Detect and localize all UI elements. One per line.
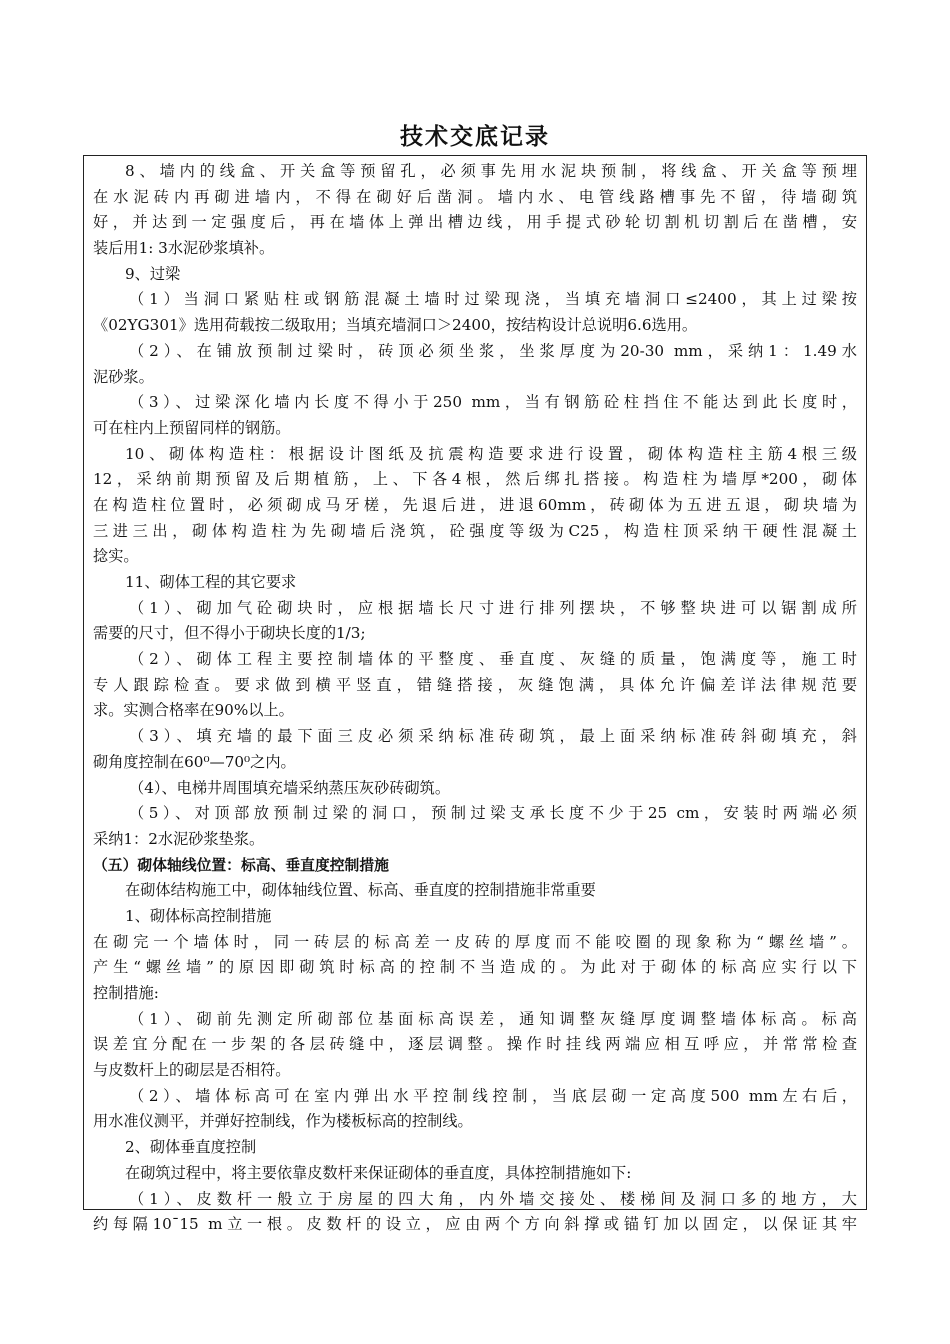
body-text-line: （5）、对顶部放预制过梁的洞口，预制过梁支承长度不少于25 cm，安装时两端必须	[129, 804, 857, 823]
body-text-line: （3）、填充墙的最下面三皮必须采纳标准砖砌筑，最上面采纳标准砖斜砌填充，斜	[129, 727, 857, 746]
body-text-line: 需要的尺寸，但不得小于砌块长度的1/3;	[93, 624, 366, 643]
body-text-line: 砌角度控制在60⁰—70⁰之内。	[93, 752, 296, 771]
body-text-line: 11、砌体工程的其它要求	[125, 573, 297, 591]
body-text-line: 装后用1: 3水泥砂浆填补。	[93, 239, 275, 258]
body-text-line: 在砌筑过程中，将主要依靠皮数杆来保证砌体的垂直度，具体控制措施如下:	[125, 1163, 632, 1182]
body-text-line: 控制措施:	[93, 984, 159, 1002]
body-text-line: 在砌完一个墙体时，同一砖层的标高差一皮砖的厚度而不能咬圈的现象称为“螺丝墙”。	[93, 932, 857, 951]
section-heading: （五）砌体轴线位置：标高、垂直度控制措施	[93, 856, 389, 874]
body-text-line: （1）、皮数杆一般立于房屋的四大角，内外墙交接处、楼梯间及洞口多的地方，大	[129, 1189, 857, 1208]
body-text-line: （4）、电梯井周围填充墙采纳蒸压灰砂砖砌筑。	[129, 778, 451, 797]
body-text-line: （1）当洞口紧贴柱或钢筋混凝土墙时过梁现浇，当填充墙洞口≤2400，其上过梁按	[129, 290, 857, 309]
body-text-line: 在砌体结构施工中，砌体轴线位置、标高、垂直度的控制措施非常重要	[125, 881, 596, 900]
body-text-line: （2）、墙体标高可在室内弹出水平控制线控制，当底层砌一定高度500 mm左右后，	[129, 1086, 857, 1105]
record-body	[93, 159, 857, 1238]
body-text-line: 在构造柱位置时，必须砌成马牙槎，先退后进，进退60mm，砖砌体为五进五退，砌块墙为	[93, 495, 857, 514]
body-text-line: 三进三出，砌体构造柱为先砌墙后浇筑，砼强度等级为C25，构造柱顶采纳干硬性混凝土	[93, 521, 857, 540]
body-text-line: （1）、砌加气砼砌块时，应根据墙长尺寸进行排列摆块，不够整块进可以锯割成所	[129, 598, 857, 617]
body-text-line: 8、墙内的线盒、开关盒等预留孔，必须事先用水泥块预制，将线盒、开关盒等预埋	[125, 162, 857, 180]
body-text-line: （1）、砌前先测定所砌部位基面标高误差，通知调整灰缝厚度调整墙体标高。标高	[129, 1009, 857, 1028]
body-text-line: 好，并达到一定强度后，再在墙体上弹出槽边线，用手提式砂轮切割机切割后在凿槽，安	[93, 213, 857, 232]
body-text-line: 专人跟踪检查。要求做到横平竖直，错缝搭接，灰缝饱满，具体允许偏差详法律规范要	[93, 675, 857, 694]
body-text-line: 在水泥砖内再砌进墙内，不得在砌好后凿洞。墙内水、电管线路槽事先不留，待墙砌筑	[93, 187, 857, 206]
body-text-line: 采纳1：2水泥砂浆垫浆。	[93, 829, 265, 848]
document-title: 技术交底记录	[400, 124, 550, 150]
body-text-line: （2）、在铺放预制过梁时，砖顶必须坐浆，坐浆厚度为20-30 mm，采纳1：1.49水	[129, 341, 857, 360]
body-text-line: 与皮数杆上的砌层是否相符。	[93, 1061, 291, 1080]
body-text-line: （2）、砌体工程主要控制墙体的平整度、垂直度、灰缝的质量，饱满度等，施工时	[129, 650, 857, 669]
body-text-line: 产生“螺丝墙”的原因即砌筑时标高的控制不当造成的。为此对于砌体的标高应实行以下	[93, 958, 857, 977]
body-text-line: 10、砌体构造柱：根据设计图纸及抗震构造要求进行设置，砌体构造柱主筋4根三级	[125, 444, 857, 463]
body-text-line: 用水准仪测平，并弹好控制线，作为楼板标高的控制线。	[93, 1112, 473, 1131]
record-table-frame	[83, 155, 867, 1234]
body-text-line: 误差宜分配在一步架的各层砖缝中，逐层调整。操作时挂线两端应相互呼应，并常常检查	[93, 1035, 857, 1054]
body-text-line: 12，采纳前期预留及后期植筋，上、下各4根，然后绑扎搭接。构造柱为墙厚*200，砌体	[93, 470, 857, 489]
body-text-line: 可在柱内上预留同样的钢筋。	[93, 418, 291, 437]
body-text-line: 1、砌体标高控制措施	[125, 906, 272, 925]
body-text-line: 《02YG301》选用荷载按二级取用；当填充墙洞口＞2400，按结构设计总说明6.6选用。	[93, 316, 698, 335]
body-text-line: 9、过梁	[125, 264, 181, 283]
body-text-line: （3）、过梁深化墙内长度不得小于250 mm，当有钢筋砼柱挡住不能达到此长度时，	[129, 393, 857, 412]
body-text-line: 求。实测合格率在90%以上。	[93, 701, 294, 720]
body-text-line: 约每隔10¯15 m立一根。皮数杆的设立，应由两个方向斜撑或锚钉加以固定，以保证其牢	[93, 1215, 857, 1234]
body-text-line: 泥砂浆。	[93, 367, 154, 386]
body-text-line: 捻实。	[93, 547, 139, 566]
body-text-line: 2、砌体垂直度控制	[125, 1138, 257, 1157]
